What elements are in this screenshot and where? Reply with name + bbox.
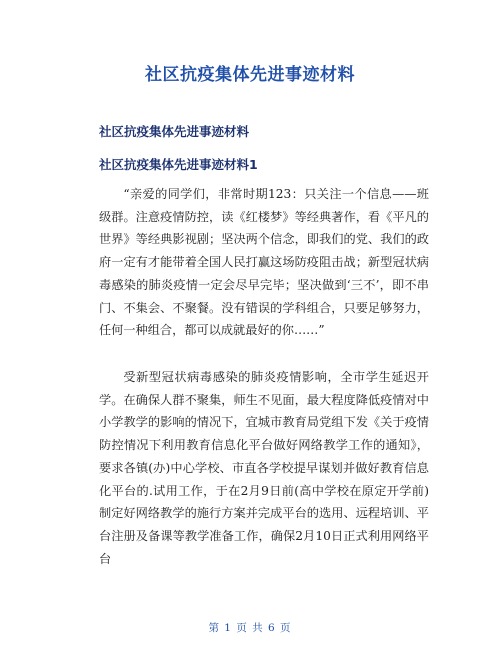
paragraph-text: “亲爱的同学们，非常时期123：只关注一个信息——班级群。注意疫情防控，读《红楼梦》等经典著作，看《平凡的世界》等经典影视剧；坚决两个信念，即我们的党、我们的政府一定有才能带着全国人民打赢这场防疫阻击战；新型冠状病毒感染的肺炎疫情一定会尽早完毕；坚决做到‘三不’，即不串门、不集会、不聚餐。没有错误的学科组合，只要足够努力，任何一种组合，都可以成就最好的你……” xyxy=(99,187,429,338)
body-paragraph-2 xyxy=(99,366,429,570)
paragraph-text: 受新型冠状病毒感染的肺炎疫情影响，全市学生延迟开学。在确保人群不聚集，师生不见面，最大程度降低疫情对中小学教学的影响的情况下，宜城市教育局党组下发《关于疫情防控情况下利用教育信息化平台做好网络教学工作的通知》，要求各镇(办)中心学校、市直各学校提早谋划并做好教育信息化平台的.试用工作，于在2月9日前(高中学校在原定开学前)制定好网络教学的施行方案并完成平台的选用、远程培训、平台注册及备课等教学准备工作，确保2月10日正式利用网络平台 xyxy=(99,370,429,566)
section-heading: 社区抗疫集体先进事迹材料 xyxy=(99,124,250,139)
document-title: 社区抗疫集体先进事迹材料 xyxy=(145,65,355,85)
page-number-footer: 第 1 页 共 6 页 xyxy=(208,622,292,634)
section-subheading: 社区抗疫集体先进事迹材料1 xyxy=(99,157,258,172)
body-paragraph-1 xyxy=(99,183,429,342)
